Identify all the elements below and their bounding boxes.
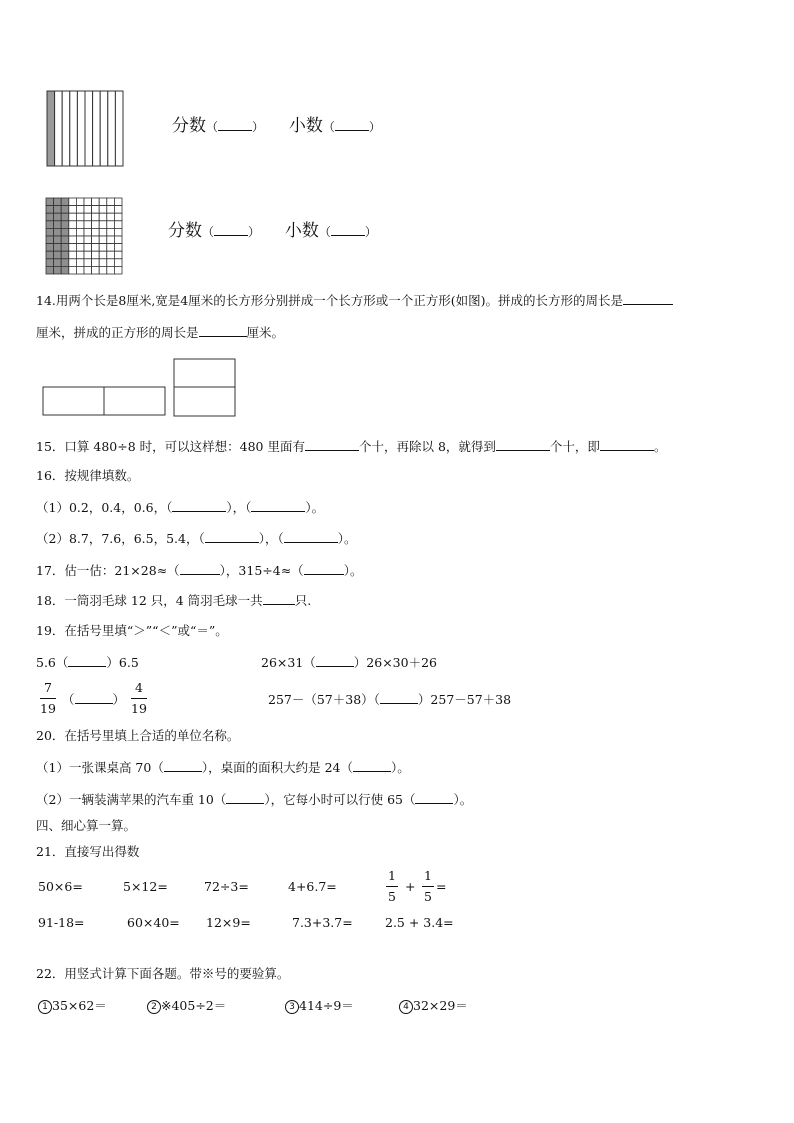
paren-close: ） <box>364 225 377 239</box>
q20-title: 20．在括号里填上合适的单位名称。 <box>36 728 240 743</box>
frac-numerator: 1 <box>424 868 432 883</box>
grid-square <box>107 266 115 274</box>
grid-square <box>92 266 100 274</box>
q15-blank-1[interactable] <box>305 438 359 451</box>
grid-square <box>92 259 100 267</box>
q19-blank-1[interactable] <box>68 654 106 667</box>
grid-square <box>107 206 115 214</box>
fig2-fraction-blank[interactable] <box>214 223 248 236</box>
grid-square <box>84 198 92 206</box>
shaded-square <box>46 198 54 206</box>
q15-blank-3[interactable] <box>600 438 654 451</box>
shaded-square <box>54 266 62 274</box>
grid-square <box>84 251 92 259</box>
shaded-square <box>46 259 54 267</box>
shaded-square <box>54 244 62 252</box>
q17-b: ），315÷4≈（ <box>219 563 304 578</box>
q20-blank-1[interactable] <box>164 759 202 772</box>
q18-b: 只. <box>294 593 312 608</box>
grid-square <box>92 236 100 244</box>
frac-numerator: 7 <box>44 680 52 695</box>
grid-square <box>84 221 92 229</box>
fig1-labels <box>172 118 381 135</box>
strip <box>70 91 78 166</box>
q16-l2-text: （2）8.7，7.6，6.5，5.4，（ <box>36 531 205 546</box>
q16-title: 16．按规律填数。 <box>36 468 140 483</box>
shaded-square <box>46 213 54 221</box>
q19-r1r-a: 26×31（ <box>261 655 316 670</box>
shaded-square <box>61 213 69 221</box>
q14-line1 <box>36 292 673 309</box>
q16-end: ）。 <box>337 531 357 546</box>
shaded-square <box>54 259 62 267</box>
q16-mid: ），（ <box>226 500 252 515</box>
grid-square <box>76 236 84 244</box>
q14-text1: 14.用两个长是8厘米,宽是4厘米的长方形分别拼成一个长方形或一个正方形(如图)。拼成的长方形的周长是 <box>36 293 624 308</box>
frac-denominator: 5 <box>388 889 396 904</box>
q16-end: ）。 <box>305 500 325 515</box>
shaded-square <box>61 228 69 236</box>
grid-square <box>76 266 84 274</box>
grid-square <box>69 244 77 252</box>
shaded-square <box>46 236 54 244</box>
grid-square <box>69 266 77 274</box>
q22-item-2 <box>147 998 226 1014</box>
circled-number: 1 <box>38 1000 52 1014</box>
q20-l1a: （1）一张课桌高 70（ <box>36 760 164 775</box>
rect-right <box>104 387 165 415</box>
shaded-square <box>54 221 62 229</box>
fig1-fraction-blank[interactable] <box>218 118 252 131</box>
q21-r2-c3: 12×9= <box>206 915 251 930</box>
q19-r2r-b: ）257－57＋38 <box>417 692 512 707</box>
grid-square <box>99 198 107 206</box>
grid-square <box>92 198 100 206</box>
q17-blank-2[interactable] <box>304 562 344 575</box>
frac-denominator: 19 <box>131 701 147 716</box>
paren-open: （ <box>206 120 219 134</box>
grid-square <box>92 251 100 259</box>
shaded-square <box>46 228 54 236</box>
grid-square <box>99 244 107 252</box>
grid-square <box>99 228 107 236</box>
paren-close: ） <box>252 120 265 134</box>
q21-frac-b <box>422 868 434 905</box>
fig2-decimal-blank[interactable] <box>331 223 365 236</box>
grid-square <box>69 251 77 259</box>
grid-square <box>76 228 84 236</box>
grid-square <box>84 228 92 236</box>
q19-title: 19．在括号里填“＞”“＜”或“＝”。 <box>36 623 228 638</box>
frac-numerator: 1 <box>388 868 396 883</box>
shaded-square <box>46 244 54 252</box>
q16-blank-3[interactable] <box>205 530 259 543</box>
grid-square <box>99 259 107 267</box>
q19-r1-right <box>261 654 437 671</box>
q22-item-4 <box>399 998 468 1014</box>
grid-square <box>107 259 115 267</box>
q20-l1b: ），桌面的面积大约是 24（ <box>201 760 353 775</box>
shaded-square <box>61 206 69 214</box>
q19-r1r-b: ）26×30＋26 <box>353 655 437 670</box>
grid-square <box>76 221 84 229</box>
fig2-labels <box>168 223 377 240</box>
q16-blank-4[interactable] <box>284 530 338 543</box>
q19-blank-3[interactable] <box>75 691 113 704</box>
grid-square <box>92 206 100 214</box>
grid-square <box>114 266 122 274</box>
frac-denominator: 5 <box>424 889 432 904</box>
q18 <box>36 592 311 609</box>
fig1-decimal-label: 小数 <box>288 116 323 136</box>
q21-r2-c4: 7.3+3.7= <box>292 915 353 930</box>
strip <box>100 91 108 166</box>
grid-square <box>84 266 92 274</box>
q21-equals: = <box>436 879 447 894</box>
grid-square <box>84 236 92 244</box>
q16-l1-text: （1）0.2，0.4，0.6，（ <box>36 500 173 515</box>
strip <box>77 91 85 166</box>
grid-square <box>69 198 77 206</box>
q18-a: 18．一筒羽毛球 12 只，4 筒羽毛球一共 <box>36 593 263 608</box>
q21-r1-c1: 50×6= <box>38 879 83 894</box>
q14-text2: 厘米，拼成的正方形的周长是 <box>36 325 199 340</box>
section-heading: 四、细心算一算。 <box>36 818 137 833</box>
q16-line1 <box>36 499 324 516</box>
shaded-square <box>61 198 69 206</box>
q18-blank[interactable] <box>263 592 295 605</box>
q17-blank-1[interactable] <box>180 562 220 575</box>
q19-blank-4[interactable] <box>380 691 418 704</box>
rect-left <box>43 387 104 415</box>
q17 <box>36 562 362 579</box>
square-top <box>174 359 235 387</box>
rectangles-figure <box>40 356 240 420</box>
grid-square <box>107 228 115 236</box>
shaded-square <box>61 221 69 229</box>
shaded-square <box>46 266 54 274</box>
grid-square <box>114 236 122 244</box>
paren-close: ） <box>368 120 381 134</box>
fig2-decimal-label: 小数 <box>284 221 319 241</box>
fig1-decimal-blank[interactable] <box>335 118 369 131</box>
q21-r1-c3: 72÷3= <box>204 879 249 894</box>
grid-square <box>69 259 77 267</box>
shaded-square <box>61 251 69 259</box>
grid-square <box>92 228 100 236</box>
shaded-square <box>46 251 54 259</box>
q21-r2-c2: 60×40= <box>127 915 180 930</box>
shaded-square <box>61 266 69 274</box>
shaded-square <box>46 221 54 229</box>
q16-mid: ），（ <box>258 531 284 546</box>
q15-blank-2[interactable] <box>496 438 550 451</box>
paren-open: （ <box>318 225 331 239</box>
grid-square <box>69 213 77 221</box>
grid-square <box>69 236 77 244</box>
paren-open: （ <box>202 225 215 239</box>
grid-square <box>99 206 107 214</box>
q14-text3: 厘米。 <box>246 325 285 340</box>
grid-square <box>114 259 122 267</box>
shaded-square <box>61 244 69 252</box>
grid-square <box>99 266 107 274</box>
q19-fraction-right <box>131 680 147 717</box>
grid-square <box>69 221 77 229</box>
grid-square <box>92 244 100 252</box>
grid-square <box>76 198 84 206</box>
q21-r1-c2: 5×12= <box>123 879 168 894</box>
grid-square <box>92 213 100 221</box>
q21-r2-c1: 91-18= <box>38 915 85 930</box>
grid-square <box>69 228 77 236</box>
square-bottom <box>174 387 235 416</box>
q22-expr: 32×29＝ <box>413 998 468 1013</box>
strip-figure <box>46 90 126 168</box>
q20-l2a: （2）一辆装满苹果的汽车重 10（ <box>36 792 227 807</box>
strip <box>55 91 63 166</box>
q20-l2b: ），它每小时可以行使 65（ <box>264 792 416 807</box>
q19-fraction-left <box>40 680 56 717</box>
shaded-square <box>54 236 62 244</box>
q19-blank-2[interactable] <box>316 654 354 667</box>
shaded-square <box>54 251 62 259</box>
circled-number: 3 <box>285 1000 299 1014</box>
grid-square <box>114 213 122 221</box>
strip <box>108 91 116 166</box>
q17-c: ）。 <box>343 563 363 578</box>
q16-blank-2[interactable] <box>251 499 305 512</box>
q20-l2c: ）。 <box>453 792 473 807</box>
grid-square <box>114 221 122 229</box>
grid-square <box>107 213 115 221</box>
grid-square <box>99 213 107 221</box>
q19-r2r-a: 257－（57＋38）（ <box>268 692 380 707</box>
q17-a: 17．估一估：21×28≈（ <box>36 563 180 578</box>
grid-square <box>84 259 92 267</box>
q19-r2-right <box>268 691 511 708</box>
grid-square <box>99 221 107 229</box>
q20-blank-3[interactable] <box>226 791 264 804</box>
q19-r1l-b: ）6.5 <box>106 655 139 670</box>
grid-square <box>99 236 107 244</box>
fig2-fraction-label: 分数 <box>168 221 202 241</box>
q14-blank-rect[interactable] <box>623 292 673 305</box>
shaded-square <box>54 198 62 206</box>
q21-frac-a <box>386 868 398 905</box>
q22-expr: ※405÷2＝ <box>161 998 227 1013</box>
q22-item-3 <box>285 998 354 1014</box>
shaded-square <box>61 259 69 267</box>
circled-number: 2 <box>147 1000 161 1014</box>
q20-blank-2[interactable] <box>353 759 391 772</box>
shaded-square <box>54 206 62 214</box>
q19-r1l-a: 5.6（ <box>36 655 69 670</box>
grid-square <box>76 206 84 214</box>
grid-square <box>114 244 122 252</box>
q14-line2 <box>36 324 284 341</box>
shaded-square <box>46 206 54 214</box>
q20-line1 <box>36 759 410 776</box>
q21-plus: + <box>405 879 416 894</box>
grid-square <box>76 244 84 252</box>
q20-l1c: ）。 <box>390 760 410 775</box>
grid-square <box>107 198 115 206</box>
q22-expr: 35×62＝ <box>52 998 107 1013</box>
frac-denominator: 19 <box>40 701 56 716</box>
q14-blank-square[interactable] <box>199 324 247 337</box>
circled-number: 4 <box>399 1000 413 1014</box>
q15-text-a: 15．口算 480÷8 时，可以这样想：480 里面有 <box>36 439 305 454</box>
q16-blank-1[interactable] <box>172 499 226 512</box>
grid-square <box>114 251 122 259</box>
strip <box>62 91 70 166</box>
q22-item-1 <box>38 998 107 1014</box>
grid-square <box>114 228 122 236</box>
grid-square <box>76 251 84 259</box>
grid-square <box>84 213 92 221</box>
paren-open: （ <box>62 692 75 707</box>
paren-open: （ <box>322 120 335 134</box>
grid-square <box>76 259 84 267</box>
q21-r2-c5: 2.5 + 3.4= <box>385 915 454 930</box>
q19-r2-paren <box>62 691 125 708</box>
shaded-strip <box>47 91 55 166</box>
grid-square <box>114 206 122 214</box>
grid-square <box>107 244 115 252</box>
q15 <box>36 438 666 455</box>
strip <box>93 91 101 166</box>
q22-expr: 414÷9＝ <box>299 998 354 1013</box>
shaded-square <box>54 228 62 236</box>
q21-title: 21．直接写出得数 <box>36 844 140 859</box>
paren-close: ） <box>112 692 126 707</box>
q22-title: 22．用竖式计算下面各题。带※号的要验算。 <box>36 966 290 981</box>
grid-square <box>107 221 115 229</box>
q20-line2 <box>36 791 472 808</box>
q15-text-b: 个十，再除以 8，就得到 <box>358 439 496 454</box>
grid-square <box>107 251 115 259</box>
grid-square <box>99 251 107 259</box>
grid-square <box>69 206 77 214</box>
q15-text-c: 个十，即 <box>549 439 600 454</box>
grid-square <box>76 213 84 221</box>
shaded-square <box>54 213 62 221</box>
grid-square <box>84 206 92 214</box>
grid-square <box>84 244 92 252</box>
q15-text-d: 。 <box>653 439 667 454</box>
grid-square <box>92 221 100 229</box>
shaded-square <box>61 236 69 244</box>
strip <box>115 91 123 166</box>
grid-square <box>114 198 122 206</box>
paren-close: ） <box>248 225 261 239</box>
q19-r1-left <box>36 654 139 671</box>
q21-r1-c4: 4+6.7= <box>288 879 337 894</box>
strip <box>85 91 93 166</box>
fig1-fraction-label: 分数 <box>172 116 206 136</box>
grid-square <box>107 236 115 244</box>
hundred-grid-figure <box>45 197 123 275</box>
q20-blank-4[interactable] <box>415 791 453 804</box>
frac-numerator: 4 <box>135 680 143 695</box>
q16-line2 <box>36 530 357 547</box>
